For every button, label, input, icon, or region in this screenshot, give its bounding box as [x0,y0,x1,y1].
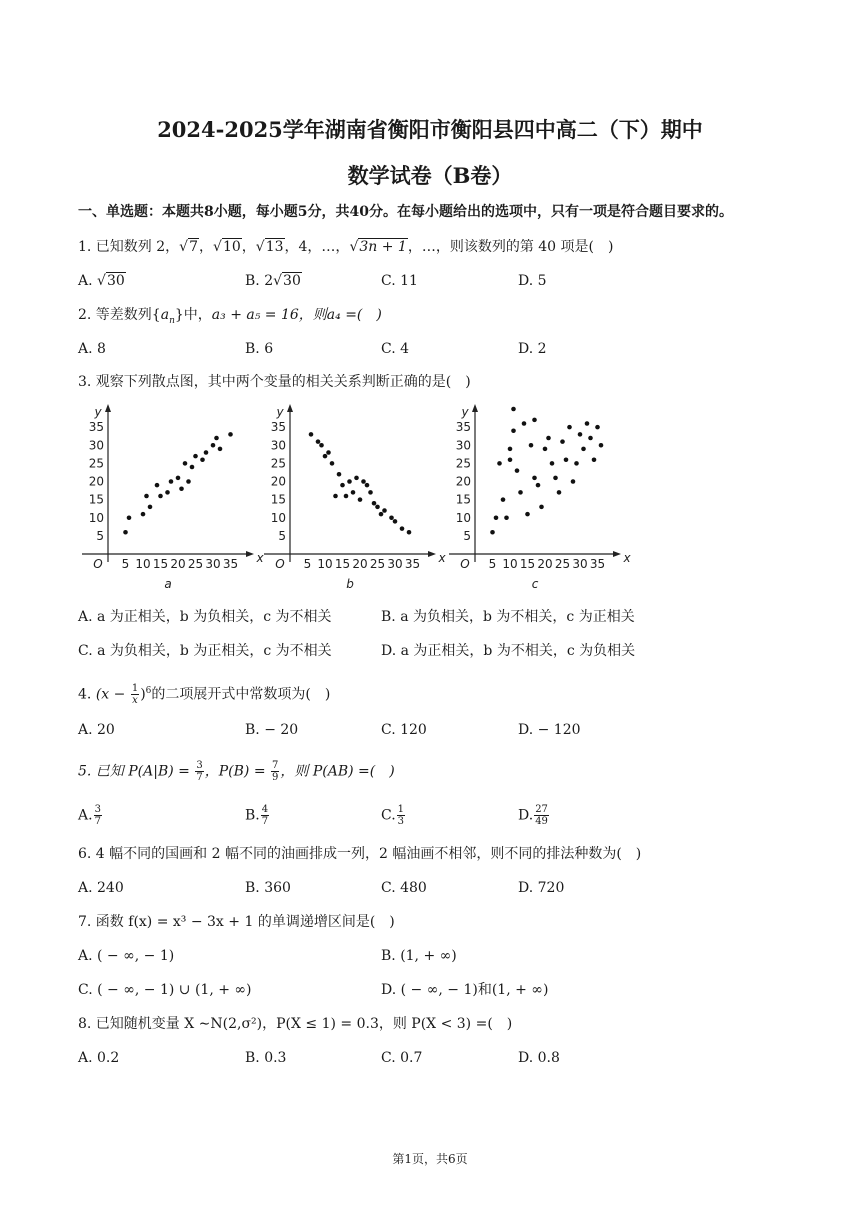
q3-option-d[interactable]: D. a 为正相关，b 为不相关，c 为负相关 [381,643,636,659]
scatter-point [204,450,209,455]
scatter-point [599,443,604,448]
scatter-point [358,497,363,502]
y-axis-label: y [276,405,284,419]
scatter-point [515,468,520,473]
x-tick-label: 5 [303,557,312,571]
scatter-point [347,479,352,484]
scatter-point [592,457,597,462]
question-8: 8. 已知随机变量 X ∼N(2,σ²)，P(X ≤ 1) = 0.3，则 P(X < 3) =( ) [78,1016,513,1032]
y-tick-label: 30 [270,438,286,453]
x-tick-label: 25 [187,557,204,571]
y-axis-label: y [94,405,102,419]
scatter-plot-c [445,404,631,592]
scatter-point [333,494,338,499]
q2-option-a[interactable]: A. 8 [78,341,106,357]
exam-title-line2: 数学试卷（B卷） [347,163,513,188]
question-1: 1. 已知数列 2，√7，√10，√13，4，…，√3n + 1，…，则该数列的第 40 项是( ) [78,239,614,255]
scatter-point [123,530,128,535]
q7-option-b[interactable]: B. (1, + ∞) [381,948,457,964]
scatter-point [539,505,544,510]
q8-option-b[interactable]: B. 0.3 [245,1050,287,1066]
scatter-point [218,447,223,452]
scatter-point [144,494,149,499]
scatter-point [564,457,569,462]
page-footer: 第1页，共6页 [392,1152,468,1166]
q4-option-c[interactable]: C. 120 [381,722,427,738]
y-tick-label: 15 [88,492,104,507]
question-7: 7. 函数 f(x) = x³ − 3x + 1 的单调递增区间是( ) [78,914,395,930]
scatter-plot-b [260,404,446,592]
scatter-point [365,483,370,488]
scatter-point [504,515,509,520]
q1-sqrt-2: 10 [222,239,241,255]
scatter-point [183,461,188,466]
scatter-point [127,515,132,520]
x-tick-label: 20 [352,557,368,571]
q4-option-a[interactable]: A. 20 [78,722,115,738]
x-tick-label: 15 [334,557,351,571]
q6-option-c[interactable]: C. 480 [381,880,427,896]
y-tick-label: 10 [88,510,104,525]
y-tick-label: 25 [455,456,471,471]
x-tick-label: 15 [519,557,536,571]
q1-option-d[interactable]: D. 5 [518,273,547,289]
scatter-point [176,476,181,481]
scatter-point [309,432,314,437]
q5-option-d[interactable]: D. $\frac{27}{49}$ [518,804,548,827]
x-tick-label: 10 [502,557,518,571]
question-6: 6. 4 幅不同的国画和 2 幅不同的油画排成一列，2 幅油画不相邻，则不同的排法种数为( ) [78,846,642,862]
scatter-point [158,494,163,499]
scatter-point [323,454,328,459]
scatter-point [337,472,342,477]
x-axis-arrow [613,551,621,557]
y-axis-label: y [461,405,469,419]
scatter-point [543,447,548,452]
scatter-point [494,515,499,520]
scatter-point [508,457,513,462]
question-4: 4. (x − $\frac{1}{x}$ )$^6$的二项展开式中常数项为( ) [78,683,331,707]
y-tick-label: 25 [270,456,286,471]
x-tick-label: 5 [488,557,497,571]
scatter-point [511,407,516,412]
q1-mid: ，4，…， [284,239,350,255]
x-tick-label: 35 [404,557,421,571]
scatter-point [169,479,174,484]
scatter-point [382,508,387,513]
scatter-point [344,494,349,499]
scatter-point [585,421,590,426]
scatter-point [407,530,412,535]
scatter-point [529,443,534,448]
q1-sqrt-4: 3n + 1 [359,239,407,255]
y-tick-label: 25 [88,456,104,471]
scatter-point [200,457,205,462]
scatter-point [400,526,405,531]
scatter-point [354,476,359,481]
scatter-point [155,483,160,488]
scatter-point [211,443,216,448]
x-axis-label: x [623,551,631,565]
x-tick-label: 35 [589,557,606,571]
scatter-point [497,461,502,466]
y-tick-label: 5 [463,528,471,543]
y-tick-label: 10 [270,510,286,525]
q8-option-a[interactable]: A. 0.2 [78,1050,120,1066]
scatter-point [228,432,233,437]
y-tick-label: 5 [96,528,104,543]
x-tick-label: 20 [537,557,553,571]
y-tick-label: 15 [270,492,286,507]
q6-option-d[interactable]: D. 720 [518,880,565,896]
scatter-point [490,530,495,535]
q6-option-b[interactable]: B. 360 [245,880,291,896]
scatter-point [389,515,394,520]
y-tick-label: 5 [278,528,286,543]
q1-option-b[interactable]: B. 2√30 [245,273,301,289]
q2-option-c[interactable]: C. 4 [381,341,410,357]
y-tick-label: 30 [88,438,104,453]
q7-option-c[interactable]: C. ( − ∞, − 1) ∪ (1, + ∞) [78,982,252,998]
y-tick-label: 20 [270,474,286,489]
scatter-point [372,501,377,506]
scatter-point [179,486,184,491]
x-tick-label: 30 [387,557,403,571]
scatter-point [361,479,366,484]
scatter-point [550,461,555,466]
scatter-point [141,512,146,517]
x-axis-arrow [428,551,436,557]
scatter-point [508,447,513,452]
x-tick-label: 10 [135,557,151,571]
q8-option-d[interactable]: D. 0.8 [518,1050,560,1066]
y-tick-label: 20 [455,474,471,489]
q7-option-d[interactable]: D. ( − ∞, − 1)和(1, + ∞) [381,982,549,998]
q2-option-d[interactable]: D. 2 [518,341,547,357]
scatter-point [560,439,565,444]
x-tick-label: 35 [222,557,239,571]
scatter-point [326,450,331,455]
origin-label: O [275,557,285,571]
scatter-point [186,479,191,484]
question-2: 2. 等差数列$\{a_n\}$中，a₃ + a₅ = 16，则a₄ =( ) [78,307,382,326]
x-tick-label: 30 [572,557,588,571]
x-axis-label: x [256,551,264,565]
q3-option-b[interactable]: B. a 为负相关，b 为不相关，c 为正相关 [381,609,635,625]
q1-suffix: ，…，则该数列的第 40 项是( ) [407,239,614,255]
scatter-point [525,512,530,517]
x-tick-label: 10 [317,557,333,571]
y-axis-arrow [105,404,111,412]
x-tick-label: 25 [554,557,571,571]
y-tick-label: 15 [455,492,471,507]
scatter-point [379,512,384,517]
x-tick-label: 15 [152,557,169,571]
scatter-point [578,432,583,437]
scatter-point [368,490,373,495]
question-5: 5. 已知 P(A|B) = $\frac{3}{7}$ ，P(B) = $\frac{7}{9}$ ，则 P(AB) =( ) [78,760,395,783]
chart-caption: a [164,577,172,591]
scatter-point [148,505,153,510]
x-tick-label: 20 [170,557,186,571]
scatter-point [532,476,537,481]
scatter-point [316,439,321,444]
question-3: 3. 观察下列散点图，其中两个变量的相关关系判断正确的是( ) [78,374,471,390]
y-tick-label: 35 [88,420,104,435]
scatter-point [375,505,380,510]
q1-sqrt-1: 7 [189,239,199,255]
q3-option-a[interactable]: A. a 为正相关，b 为负相关，c 为不相关 [78,609,332,625]
scatter-point [581,447,586,452]
scatter-point [351,490,356,495]
scatter-point [330,461,335,466]
x-tick-label: 5 [121,557,130,571]
y-tick-label: 20 [88,474,104,489]
scatter-point [511,428,516,433]
y-axis-arrow [287,404,293,412]
scatter-point [319,443,324,448]
q8-option-c[interactable]: C. 0.7 [381,1050,423,1066]
q4-option-d[interactable]: D. − 120 [518,722,581,738]
q1-sqrt-3: 13 [265,239,284,255]
scatter-point [567,425,572,430]
scatter-point [546,436,551,441]
q5-option-b[interactable]: B. $\frac{4}{7}$ [245,804,269,827]
scatter-point [165,490,170,495]
x-axis-label: x [438,551,446,565]
q7-option-a[interactable]: A. ( − ∞, − 1) [78,948,175,964]
x-axis-arrow [246,551,254,557]
y-tick-label: 35 [270,420,286,435]
y-tick-label: 30 [455,438,471,453]
q1-prefix: 1. 已知数列 2， [78,239,180,255]
x-tick-label: 30 [205,557,221,571]
origin-label: O [460,557,470,571]
exam-title-line1: 2024-2025学年湖南省衡阳市衡阳县四中高二（下）期中 [157,117,703,142]
q2-option-b[interactable]: B. 6 [245,341,274,357]
chart-caption: b [346,577,354,591]
scatter-point [501,497,506,502]
scatter-point [588,436,593,441]
q1-option-c[interactable]: C. 11 [381,273,418,289]
q4-option-b[interactable]: B. − 20 [245,722,299,738]
scatter-point [571,479,576,484]
scatter-point [522,421,527,426]
scatter-point [393,519,398,524]
x-tick-label: 25 [369,557,386,571]
y-axis-arrow [472,404,478,412]
scatter-point [536,483,541,488]
scatter-plot-a [78,404,264,592]
scatter-point [532,418,537,423]
scatter-point [595,425,600,430]
scatter-point [214,436,219,441]
scatter-point [340,483,345,488]
section-heading: 一、单选题：本题共8小题，每小题5分，共40分。在每小题给出的选项中，只有一项是符合题目要求的。 [78,204,733,220]
scatter-point [193,454,198,459]
q3-option-c[interactable]: C. a 为负相关，b 为正相关，c 为不相关 [78,643,332,659]
scatter-point [518,490,523,495]
scatter-point [190,465,195,470]
scatter-point [574,461,579,466]
scatter-point [553,476,558,481]
q6-option-a[interactable]: A. 240 [78,880,124,896]
origin-label: O [93,557,103,571]
chart-caption: c [531,577,539,591]
q1-option-a[interactable]: A. √30 [78,273,125,289]
q5-option-a[interactable]: A. $\frac{3}{7}$ [78,804,101,827]
y-tick-label: 35 [455,420,471,435]
y-tick-label: 10 [455,510,471,525]
q5-option-c[interactable]: C. $\frac{1}{3}$ [381,804,405,827]
scatter-point [557,490,562,495]
